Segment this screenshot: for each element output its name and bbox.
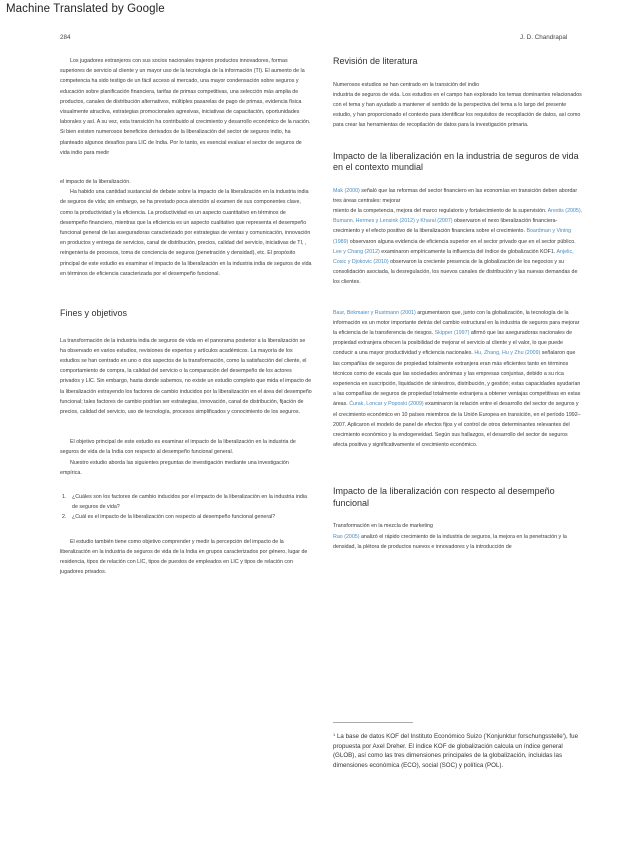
- review-paragraph: industria de seguros de vida. Los estudios en el campo han explorado los temas dominantes relacionados con el tema y han ayudado a mantener el sentido de la perspectiva del tema a lo largo del presente estudio, y han proporcionado el contexto para identificar los requisitos de recopilación de datos, así como para crear las herramientas de recopilación de datos para la investigación primaria.: [333, 91, 582, 129]
- functional-performance-heading: Impacto de la liberalización con respecto al desempeño funcional: [333, 486, 555, 508]
- right-column: [333, 56, 583, 552]
- citation-link[interactable]: Mak (2000): [333, 187, 360, 194]
- text-run: señalaron que las compañías de seguros de propiedad totalmente extranjera eran más eficientes tanto en términos técnicos como de escala que las sociedades anónimas y las empresas conjuntas, debido a su rica experiencia en suscripción, liquidación de siniestros, distribución, y gestión; estas capacidades ayudarían a las compañías de seguros de propiedad totalmente extranjera a obtener ventajas competitivas en estas áreas.: [333, 350, 581, 408]
- marketing-mix-paragraph: [333, 521, 583, 552]
- left-column: [60, 56, 312, 577]
- citation-link[interactable]: Lee y Chang (2012): [333, 248, 380, 255]
- subheading-marketing-mix: Transformación en la mezcla de marketing: [333, 523, 433, 530]
- final-paragraph: El estudio también tiene como objetivo comprender y medir la percepción del impacto de la liberalización en la industria de seguros de vida de la India en grupos caracterizados por género, lugar de residencia, tipos de relación con LIC, tipos de puestos de empleados en LIC y tipos de relación con jugadores privados.: [60, 538, 308, 576]
- text-run: observaron alguna evidencia de eficiencia superior en el sector privado que en el sector público.: [348, 238, 576, 245]
- text-run: afirmó que las aseguradoras nacionales de propiedad extranjera ofrecen la posibilidad de mejorar el servicio al cliente y el valor, lo que puede conducir a una mayor productividad y eficiencia nacionales.: [333, 329, 573, 357]
- global-impact-heading: Impacto de la liberalización en la industria de seguros de vida en el contexto mundial: [333, 150, 579, 173]
- citation-link[interactable]: Skipper (1997): [434, 329, 470, 336]
- list-item-number: 1.: [62, 494, 67, 500]
- list-item: [60, 492, 312, 512]
- text-run: analizó el rápido crecimiento de la industria de seguros, la mejora en la penetración y la densidad, la plétora de productos nuevos e innovadores y la introducción de: [333, 533, 567, 550]
- citation-link[interactable]: Arestis (2005), Bumann, Hermes y Lensink (2012) y Kharal (2007): [333, 207, 583, 225]
- text-run: observaron la creciente presencia de la globalización de los negocios y su consolidación asociada, la desregulación, los nuevos canales de distribución y las nuevas demandas de los clientes.: [333, 258, 578, 286]
- para2-first-line: el impacto de la liberalización.: [60, 179, 131, 186]
- text-run: señaló que las reformas del sector financiero en las economías en transición deben abordar tres áreas centrales: mejorar: [333, 187, 578, 204]
- list-item-text: ¿Cuál es el impacto de la liberalización con respecto al desempeño funcional general?: [72, 514, 276, 521]
- footnote-marker: 1: [333, 732, 336, 737]
- list-item-text: ¿Cuáles son los factores de cambio inducidos por el impacto de la liberalización en la industria india de seguros de vida?: [72, 494, 307, 511]
- footnote: [333, 730, 583, 770]
- citation-link[interactable]: Boardman y Vining (1989): [333, 228, 572, 245]
- research-questions-list: [60, 492, 312, 523]
- global-impact-paragraph: [333, 186, 583, 288]
- citation-link[interactable]: Hu, Zhang, Hu y Zhu (2009): [474, 350, 541, 357]
- questions-intro: Nuestro estudio aborda las siguientes preguntas de investigación mediante una investigación empírica.: [60, 459, 289, 476]
- text-run: miento de la competencia, mejora del marco regulatorio y fortalecimiento de la supervisión.: [333, 207, 548, 214]
- objective-paragraph: El objetivo principal de este estudio es examinar el impacto de la liberalización en la industria de seguros de vida de la India con respecto al desempeño funcional general.: [60, 439, 296, 456]
- citation-link[interactable]: Baur, Birkmaier y Rustmann (2001): [333, 309, 416, 316]
- text-run: argumentaron que, junto con la globalización, la tecnología de la información es un motor importante detrás del cambio estructural en la industria de seguros para mejorar la eficiencia de la transferencia de riesgos.: [333, 309, 580, 336]
- aims-paragraph: La transformación de la industria india de seguros de vida en el panorama posterior a la liberalización se ha observado en varios estudios, revisiones de expertos y artículos académicos. La mayoría de los estudios se han centrado en uno o dos aspectos de la transformación, como la satisfacción del cliente, el comportamiento de compra, la calidad del servicio o la comparación del desempeño de los actores privados y LIC. Sin embargo, hasta donde sabemos, no existe un estudio completo que mida el impacto de la liberalización extrayendo los factores de cambio inducidos por la liberalización en el área del desempeño funcional; tales factores de cambio podrían ser estrategias, innovación, canal de distribución, fijación de precios, calidad del servicio, uso de tecnología, procesos simplificados y conocimiento de los seguros.: [60, 337, 312, 415]
- liberalization-debate-paragraph: Ha habido una cantidad sustancial de debate sobre la impacto de la liberalización en la industria india de seguros de vida; sin embargo, se ha prestado poca atención al examen de sus componentes clave, como la productividad y la eficiencia. La productividad es un aspecto cuantitativo en términos de desempeño financiero, mientras que la eficiencia es un aspecto cualitativo que representa el desempeño funcional general de las aseguradoras caracterizado por estrategias de ventas y comunicación, innovación en productos y entrega de servicios, canal de distribución, precios, calidad del servicio, iniciativas de TI, , reingeniería de procesos, toma de conciencia de seguros (penetración y densidad), etc. El propósito principal de este estudio es examinar el impacto de la liberalización en la industria india de seguros de vida en términos de eficiencia caracterizada por el desempeño funcional.: [60, 189, 312, 277]
- text-run: observaron el nexo liberalización financiera-crecimiento y el efecto positivo de la liberalización financiera sobre el crecimiento.: [333, 218, 558, 235]
- citation-link[interactable]: Ćurak, Loncar y Poposki (2009): [349, 401, 424, 408]
- aims-heading: Fines y objetivos: [60, 308, 128, 319]
- machine-translation-banner: Machine Translated by Google: [6, 3, 165, 15]
- page-number: 284: [60, 34, 71, 41]
- text-run: examinaron la relación entre el desarrollo del sector de seguros y el crecimiento económico en 10 países miembros de la Unión Europea en transición, en el período 1992–2007. Aplicaron el modelo de panel de efectos fijos y el control de otros determinantes relevantes del crecimiento económico y la endogeneidad. Según sus hallazgos, el desarrollo del sector de seguros afecta positiva y significativamente el crecimiento económico.: [333, 401, 581, 449]
- literature-review-heading: Revisión de literatura: [333, 56, 418, 66]
- technology-impact-paragraph: [333, 308, 583, 451]
- running-head-author: J. D. Chandrapal: [520, 34, 568, 41]
- list-item-number: 2.: [62, 514, 67, 521]
- citation-link[interactable]: Anjelic, Cosic y Djokovic (2010): [333, 248, 574, 265]
- list-item: [60, 512, 312, 522]
- review-first-line: Numerosos estudios se han centrado en la transición del indio: [333, 81, 480, 88]
- text-run: examinaron empíricamente la influencia del índice de globalización KOF1.: [379, 248, 557, 255]
- intro-paragraph: Los jugadores extranjeros con sus socios nacionales trajeron productos innovadores, formas superiores de servicio al cliente y un mayor uso de la tecnología de la información (TI). El aumento de la competencia ha sido testigo de un fácil acceso al mercado, una mayor condensación sobre seguros y educación sobre planificación financiera, tarifas de primas competitivas, una selección más amplia de productos, canales de distribución alternativos, múltiples pasarelas de pago de primas, evidencia física visualmente atractiva, estrategias promocionales agresivas, iniciativas de capacitación, oportunidades laborales y así. A su vez, esta transición ha contribuido al crecimiento y desarrollo económico de la nación. Si bien existen numerosos beneficios derivados de la liberalización del sector de seguros indio, ha planteado algunos desafíos para LIC de India. Por lo tanto, es esencial evaluar el sector de seguros de vida indio para medir: [60, 58, 311, 156]
- footnote-divider: [333, 722, 413, 723]
- footnote-text: La base de datos KOF del Instituto Económico Suizo ('Konjunktur forschungsstelle'), fue propuesta por Axel Dreher. El índice KOF de globalización calcula un índice general (GLOB), así como las tres dimensiones principales de la globalización, incluidas las dimensiones económica (ECO), social (SOC) y política (POL).: [333, 733, 579, 769]
- citation-link[interactable]: Rao (2005): [333, 533, 360, 540]
